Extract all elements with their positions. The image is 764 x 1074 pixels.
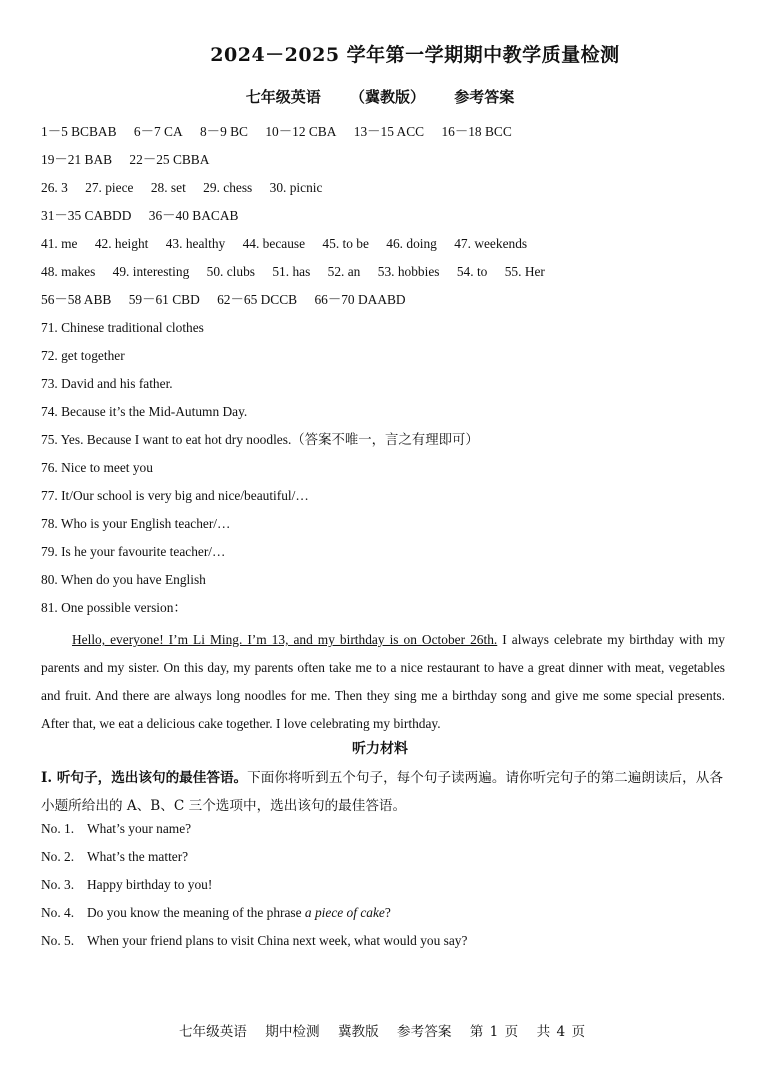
listening-item	[41, 846, 731, 874]
answer-item: 30. picnic	[269, 180, 323, 195]
listening-heading: 听力材料	[352, 741, 408, 757]
answer-item: 43. healthy	[165, 236, 226, 251]
edition: （冀教版）	[349, 88, 425, 106]
grade-subject: 七年级英语	[245, 88, 321, 106]
footer-subject: 七年级英语	[178, 1024, 247, 1040]
answer-74: 74. Because it’s the Mid-Autumn Day.	[41, 404, 248, 419]
item-text-italic: a piece of cake	[304, 905, 385, 920]
answer-78: 78. Who is your English teacher/…	[41, 516, 231, 531]
item-number: No. 4.	[41, 905, 75, 920]
item-text-before: Do you know the meaning of the phrase	[87, 905, 305, 920]
answer-item: 51. has	[272, 264, 311, 279]
answer-item: 52. an	[327, 264, 361, 279]
answer-item: 56－58 ABB	[41, 292, 112, 307]
footer-exam: 期中检测	[265, 1024, 320, 1040]
answer-item: 49. interesting	[112, 264, 190, 279]
answer-item: 10－12 CBA	[265, 124, 337, 139]
item-text: Happy birthday to you!	[87, 877, 213, 892]
answer-item: 13－15 ACC	[353, 124, 425, 139]
answer-71: 71. Chinese traditional clothes	[41, 320, 204, 335]
section-instruction: 下面你将听到五个句子，每个句子读两遍。请你听完句子的第二遍朗读后，从各小题所给出的 A、B、C 三个选项中，选出该句的最佳答语。	[41, 770, 723, 814]
answer-item: 55. Her	[504, 264, 545, 279]
page-footer	[0, 1020, 764, 1040]
footer-page-number: 第 1 页	[469, 1024, 519, 1040]
answer-row-3	[41, 177, 731, 205]
footer-edition: 冀教版	[337, 1024, 379, 1040]
answer-73: 73. David and his father.	[41, 376, 173, 391]
answer-list	[41, 121, 731, 625]
answer-77: 77. It/Our school is very big and nice/beautiful/…	[41, 488, 309, 503]
answer-item: 1－5 BCBAB	[41, 124, 117, 139]
answer-item: 46. doing	[386, 236, 437, 251]
page-title: 2024－2025 学年第一学期期中教学质量检测	[210, 44, 620, 66]
listening-item	[41, 874, 731, 902]
answer-item: 66－70 DAABD	[314, 292, 406, 307]
answer-item: 26. 3	[41, 180, 68, 195]
listening-instructions	[41, 764, 731, 820]
answer-item: 48. makes	[41, 264, 96, 279]
answer-item: 28. set	[150, 180, 186, 195]
answer-item: 36－40 BACAB	[148, 208, 239, 223]
answer-item: 6－7 CA	[133, 124, 183, 139]
answer-item: 45. to be	[322, 236, 369, 251]
answer-80: 80. When do you have English	[41, 572, 206, 587]
doc-type: 参考答案	[454, 88, 515, 106]
answer-row-4	[41, 205, 731, 233]
answer-item: 31－35 CABDD	[41, 208, 132, 223]
answer-item: 41. me	[41, 236, 78, 251]
item-text: When your friend plans to visit China next week, what would you say?	[87, 933, 468, 948]
answer-item: 19－21 BAB	[41, 152, 113, 167]
listening-item	[41, 902, 731, 930]
page-subtitle	[190, 86, 570, 107]
answer-75: 75. Yes. Because I want to eat hot dry noodles.（答案不唯一，言之有理即可）	[41, 432, 479, 447]
footer-total-pages: 共 4 页	[536, 1024, 586, 1040]
answer-item: 53. hobbies	[377, 264, 440, 279]
answer-76: 76. Nice to meet you	[41, 460, 153, 475]
answer-row-5	[41, 233, 731, 261]
essay-underlined-opening: Hello, everyone! I’m Li Ming. I’m 13, and my birthday is on October 26th.	[72, 632, 498, 647]
answer-item: 44. because	[242, 236, 306, 251]
item-text: What’s your name?	[87, 821, 192, 836]
item-text: What’s the matter?	[87, 849, 189, 864]
answer-item: 27. piece	[85, 180, 134, 195]
answer-item: 62－65 DCCB	[217, 292, 298, 307]
listening-items	[41, 818, 731, 958]
answer-item: 59－61 CBD	[128, 292, 200, 307]
essay-body: I always celebrate my birthday with my parents and my sister. On this day, my parents often take me to a nice restaurant to have a great dinner with meat, vegetables and fruit. And there are always long noodles for me. Then they sing me a birthday song and give me some special presents. After that, we eat a delicious cake together. I love celebrating my birthday.	[41, 632, 726, 731]
answer-row-6	[41, 261, 731, 289]
footer-doc: 参考答案	[397, 1024, 452, 1040]
answer-row-2	[41, 149, 731, 177]
section-label: Ⅰ. 听句子，选出该句的最佳答语。	[41, 770, 248, 786]
answer-item: 8－9 BC	[199, 124, 248, 139]
listening-item	[41, 930, 731, 958]
answer-81: 81. One possible version：	[41, 600, 187, 615]
answer-row-7	[41, 289, 731, 317]
item-text-after: ?	[384, 905, 391, 920]
listening-item	[41, 818, 731, 846]
item-number: No. 5.	[41, 933, 75, 948]
answer-item: 50. clubs	[206, 264, 255, 279]
answer-item: 29. chess	[203, 180, 253, 195]
answer-item: 22－25 CBBA	[129, 152, 210, 167]
answer-item: 54. to	[456, 264, 488, 279]
answer-79: 79. Is he your favourite teacher/…	[41, 544, 226, 559]
answer-item: 16－18 BCC	[441, 124, 512, 139]
answer-row-1	[41, 121, 731, 149]
item-number: No. 2.	[41, 849, 75, 864]
answer-item: 42. height	[94, 236, 149, 251]
answer-item: 47. weekends	[454, 236, 528, 251]
item-number: No. 1.	[41, 821, 75, 836]
answer-72: 72. get together	[41, 348, 125, 363]
item-number: No. 3.	[41, 877, 75, 892]
sample-essay	[41, 626, 725, 738]
